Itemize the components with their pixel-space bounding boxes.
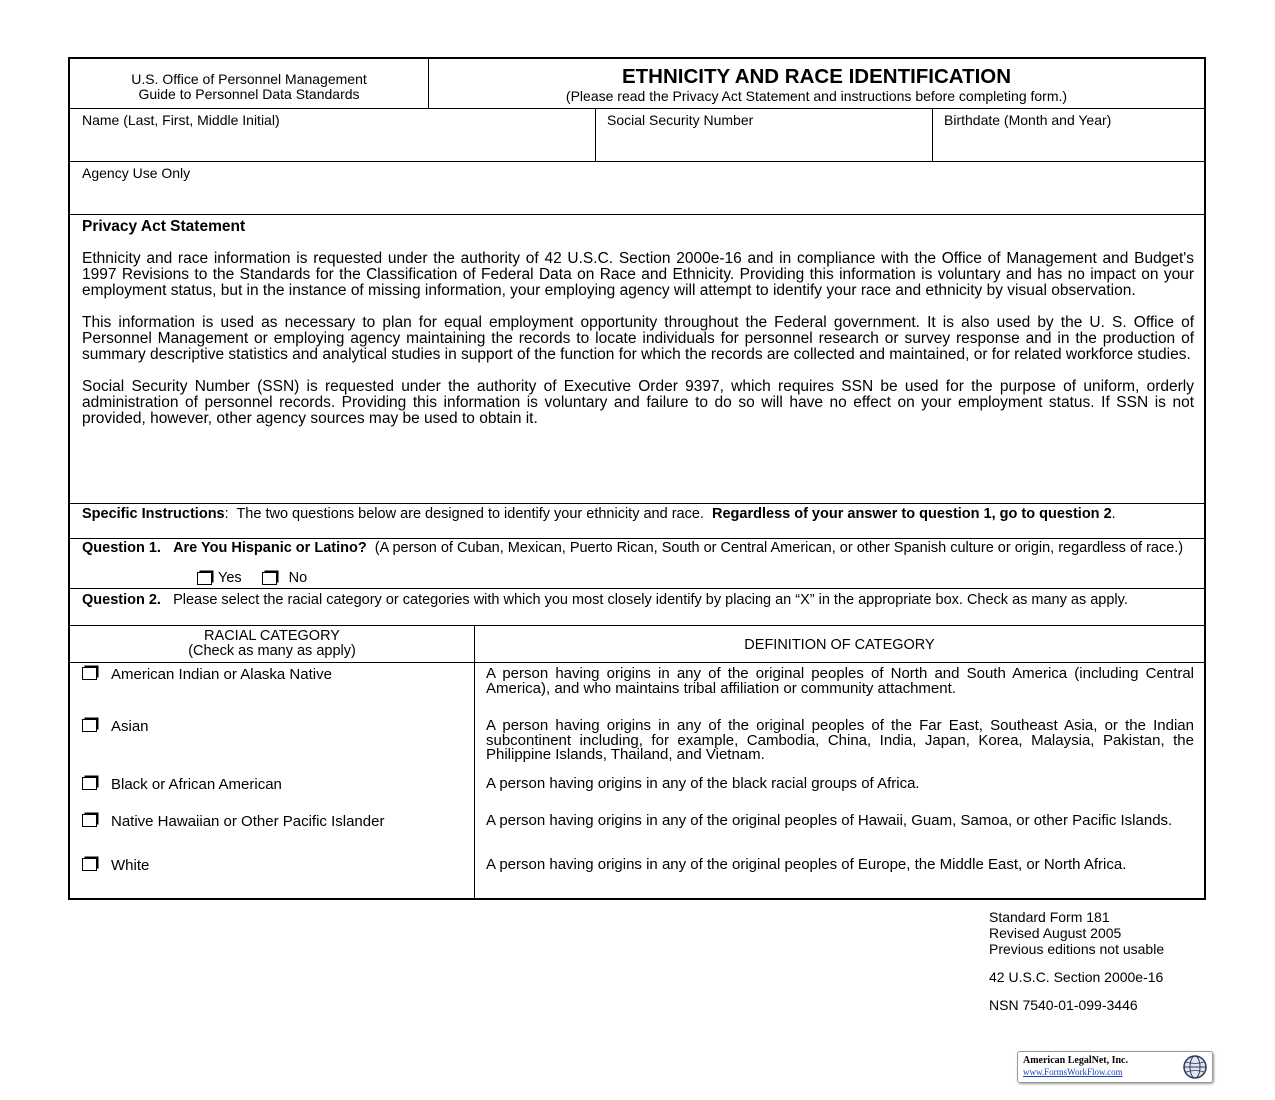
category-definition: A person having origins in any of the black racial groups of Africa.: [486, 775, 920, 792]
divider: [70, 662, 1204, 663]
divider: [70, 588, 1204, 589]
table-row: [82, 857, 149, 874]
question-1-options: [197, 570, 307, 586]
form-name: Standard Form 181: [989, 909, 1110, 925]
specific-instructions: [82, 507, 1194, 522]
form-authority: 42 U.S.C. Section 2000e-16: [989, 969, 1164, 985]
yes-checkbox[interactable]: [197, 572, 212, 585]
globe-icon: [1182, 1054, 1208, 1080]
yes-label: Yes: [218, 570, 242, 586]
privacy-section: [82, 218, 1194, 427]
logo-company: American LegalNet, Inc.: [1023, 1055, 1128, 1066]
divider: [70, 625, 1204, 626]
category-definition: A person having origins in any of the original peoples of the Far East, Southeast Asia, or the Indian subcontinent including, for example, Cambodia, China, India, Japan, Korea, Malaysia, Pakistan, the Philippine Islands, Thailand, and Vietnam.: [486, 717, 1194, 763]
ssn-field[interactable]: [596, 108, 932, 161]
table-row: [82, 718, 149, 735]
ssn-label: Social Security Number: [607, 112, 754, 128]
form-nsn: NSN 7540-01-099-3446: [989, 997, 1138, 1013]
native-hawaiian-checkbox[interactable]: [82, 814, 97, 827]
form-previous-editions: Previous editions not usable: [989, 941, 1165, 957]
form-subtitle: (Please read the Privacy Act Statement and instructions before completing form.): [565, 88, 1068, 104]
instructions-bold: Regardless of your answer to question 1, go to question 2: [712, 506, 1112, 522]
ethnicity-race-form: [68, 57, 1206, 900]
form-title: ETHNICITY AND RACE IDENTIFICATION: [621, 65, 1012, 88]
racial-category-header: [70, 629, 474, 659]
racial-category-subtitle: (Check as many as apply): [188, 643, 356, 659]
instructions-text: : The two questions below are designed to identify your ethnicity and race.: [224, 506, 713, 522]
black-african-american-checkbox[interactable]: [82, 777, 97, 790]
category-label: White: [111, 857, 150, 874]
divider: [70, 214, 1204, 215]
category-label: American Indian or Alaska Native: [111, 666, 332, 683]
divider: [70, 503, 1204, 504]
privacy-paragraph-2: This information is used as necessary to plan for equal employment opportunity throughout the Federal government. It is also used by the U. S. Office of Personnel Management or employing agency maintaining the records to locate individuals for personnel research or survey response and in the production of summary descriptive statistics and analytical studies in support of the function for which the records are collected and maintained, or for related workforce studies.: [82, 314, 1194, 363]
birthdate-field[interactable]: [933, 108, 1204, 161]
question-1-question: Are You Hispanic or Latino?: [173, 540, 367, 556]
privacy-heading: Privacy Act Statement: [82, 218, 246, 235]
table-row: [82, 666, 332, 683]
no-checkbox[interactable]: [262, 572, 277, 585]
category-label: Asian: [111, 718, 149, 735]
american-legalnet-logo[interactable]: [1017, 1051, 1213, 1083]
category-definition: A person having origins in any of the original peoples of North and South America (including Central America), and who maintains tribal affiliation or community attachment.: [486, 665, 1194, 697]
category-definition: A person having origins in any of the original peoples of Europe, the Middle East, or North Africa.: [486, 856, 1127, 873]
instructions-end: .: [1111, 506, 1116, 522]
no-label: No: [288, 570, 308, 586]
white-checkbox[interactable]: [82, 858, 97, 871]
definition-header: DEFINITION OF CATEGORY: [744, 637, 935, 653]
logo-url[interactable]: www.FormsWorkFlow.com: [1023, 1067, 1123, 1077]
name-field[interactable]: [70, 108, 595, 161]
question-1-text: (A person of Cuban, Mexican, Puerto Rican, South or Central American, or other Spanish culture or origin, regardless of race.): [374, 540, 1184, 556]
agency-use-label: Agency Use Only: [82, 165, 191, 181]
agency-use-field[interactable]: [70, 161, 1204, 214]
agency-line-2: Guide to Personnel Data Standards: [138, 86, 360, 102]
table-row: [82, 776, 282, 793]
birthdate-label: Birthdate (Month and Year): [944, 112, 1112, 128]
american-indian-checkbox[interactable]: [82, 667, 97, 680]
category-definition: A person having origins in any of the original peoples of Hawaii, Guam, Samoa, or other Pacific Islands.: [486, 812, 1173, 829]
question-2: [82, 593, 1194, 608]
racial-category-title: RACIAL CATEGORY: [204, 628, 340, 644]
category-label: Native Hawaiian or Other Pacific Islander: [111, 813, 385, 830]
question-2-label: Question 2.: [82, 592, 161, 608]
form-info: [989, 909, 1164, 957]
category-label: Black or African American: [111, 776, 282, 793]
asian-checkbox[interactable]: [82, 719, 97, 732]
divider: [70, 538, 1204, 539]
name-label: Name (Last, First, Middle Initial): [82, 112, 280, 128]
form-revised: Revised August 2005: [989, 925, 1122, 941]
agency-block: [70, 72, 428, 102]
privacy-paragraph-1: Ethnicity and race information is requested under the authority of 42 U.S.C. Section 2000e-16 and in compliance with the Office of Management and Budget's 1997 Revisions to the Standards for the Classification of Federal Data on Race and Ethnicity. Providing this information is voluntary and has no impact on your employment status, but in the instance of missing information, your employing agency will attempt to identify your race and ethnicity by visual observation.: [82, 250, 1194, 299]
question-1: [82, 541, 1194, 556]
question-2-text: Please select the racial category or categories with which you most closely identify by placing an “X” in the appropriate box. Check as many as apply.: [173, 592, 1128, 608]
agency-line-1: U.S. Office of Personnel Management: [131, 71, 367, 87]
question-1-label: Question 1.: [82, 540, 161, 556]
table-column-divider: [474, 625, 475, 900]
table-row: [82, 813, 384, 830]
privacy-paragraph-3: Social Security Number (SSN) is requested under the authority of Executive Order 9397, which requires SSN be used for the purpose of uniform, orderly administration of personnel records. Providing this information is voluntary and failure to do so will have no effect on your employment status. If SSN is not provided, however, other agency sources may be used to obtain it.: [82, 378, 1194, 427]
instructions-label: Specific Instructions: [82, 506, 225, 522]
